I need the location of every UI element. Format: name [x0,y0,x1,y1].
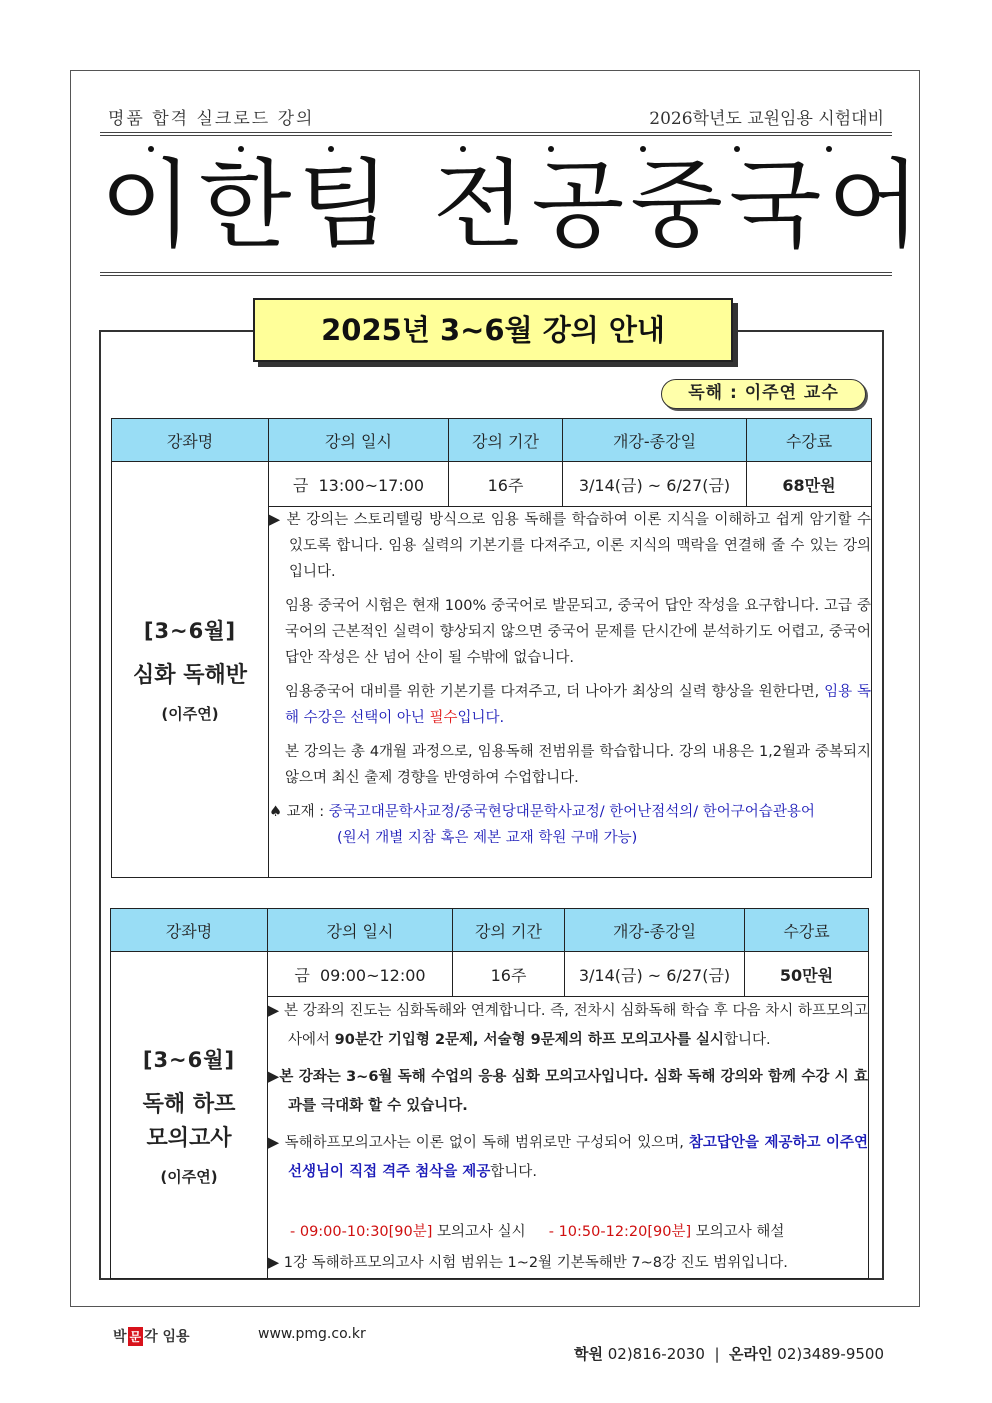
course-title: 심화 독해반 [133,663,247,688]
description-paragraph: ▶ 독해하프모의고사는 이론 없이 독해 범위로만 구성되어 있으며, 참고답안을 제공하고 이주연 선생님이 직접 격주 첨삭을 제공합니다. [268,1135,868,1180]
course-name-cell [112,462,269,878]
course-dates: 3/14(금) ~ 6/27(금) [563,462,747,507]
course-schedule: 금 13:00~17:00 [269,462,449,507]
course-fee: 68만원 [747,462,872,507]
header-fee: 수강료 [745,909,869,952]
description-paragraph: ▶ 1강 독해하프모의고사 시험 범위는 1~2월 기본독해반 7~8강 진도 범위입니다. [268,1255,788,1271]
schedule-banner: 2025년 3~6월 강의 안내 [253,298,733,362]
header-rule-bottom [100,272,892,276]
publisher-logo: 박 문 각 임용 [113,1329,190,1345]
contact-phones: 학원 02)816-2030 | 온라인 02)3489-9500 [573,1345,884,1363]
header-course-name: 강좌명 [111,909,268,952]
header-dates: 개강-종강일 [565,909,745,952]
course-fee: 50만원 [745,952,869,997]
description-paragraph: 임용 중국어 시험은 현재 100% 중국어로 발문되고, 중국어 답안 작성을 요구합니다. 고급 중국어의 근본적인 실력이 향상되지 않으면 중국어 문제를 단시간에 분석하기도 어렵고, 중국어 답안 작성은 산 넘어 산이 될 수밖에 없습니다. [285,598,871,666]
header-dates: 개강-종강일 [563,419,747,462]
course-description [268,997,869,1279]
course-period: [3~6월] [143,619,237,643]
header-rule-top [100,132,892,136]
course-period: [3~6월] [142,1047,236,1072]
description-paragraph: ▶ 본 강좌의 진도는 심화독해와 연계합니다. 즉, 전차시 심화독해 학습 후 다음 차시 하프모의고사에서 90분간 기입형 2문제, 서술형 9문제의 하프 모의고사를 실시합니다. [268,1003,868,1048]
header-duration: 강의 기간 [453,909,565,952]
exam-timetable: - 09:00-10:30[90분] 모의고사 실시 - 10:50-12:20[90분] 모의고사 해설 [290,1224,785,1240]
course-professor: (이주연) [160,1167,218,1186]
description-paragraph: 임용중국어 대비를 위한 기본기를 다져주고, 더 나아가 최상의 실력 향상을 원한다면, 임용 독해 수강은 선택이 아닌 필수입니다. [285,684,871,726]
header-schedule: 강의 일시 [269,419,449,462]
description-paragraph: ▶본 강좌는 3~6월 독해 수업의 응용 심화 모의고사입니다. 심화 독해 강의와 함께 수강 시 효과를 극대화 할 수 있습니다. [268,1069,868,1114]
course-schedule: 금 09:00~12:00 [268,952,453,997]
course-duration: 16주 [449,462,563,507]
textbook-note: (원서 개별 지참 혹은 제본 교재 학원 구매 가능) [337,830,638,846]
course-professor: (이주연) [161,705,219,723]
textbook-line: ♠ 교재 : 중국고대문학사교정/중국현당대문학사교정/ 한어난점석의/ 한어구어습관용어 [269,804,815,820]
header-course-name: 강좌명 [112,419,269,462]
course-duration: 16주 [453,952,565,997]
course-name-cell [111,952,268,1279]
course-description [269,507,872,878]
professor-tag: 독해 : 이주연 교수 [661,379,866,409]
course-table-half-mock-exam [110,908,869,1279]
header-exam: 2026학년도 교원임용 시험대비 [649,109,884,129]
description-paragraph: 본 강의는 총 4개월 과정으로, 임용독해 전범위를 학습합니다. 강의 내용은 1,2월과 중복되지 않으며 최신 출제 경향을 반영하여 수업합니다. [285,744,871,786]
header-fee: 수강료 [747,419,872,462]
course-dates: 3/14(금) ~ 6/27(금) [565,952,745,997]
header-schedule: 강의 일시 [268,909,453,952]
header-slogan: 명품 합격 실크로드 강의 [108,109,315,129]
website-link[interactable]: www.pmg.co.kr [258,1326,366,1342]
description-paragraph: ▶ 본 강의는 스토리텔링 방식으로 임용 독해를 학습하여 이론 지식을 이해하고 쉽게 암기할 수 있도록 합니다. 임용 실력의 기본기를 다져주고, 이론 지식의 맥락을 연결해 줄 수 있는 강의입니다. [269,512,871,580]
course-table-intensive-reading [111,418,872,878]
main-title: 이한팀 전공중국어 [100,149,927,261]
course-title: 독해 하프 모의고사 [142,1091,236,1151]
header-duration: 강의 기간 [449,419,563,462]
